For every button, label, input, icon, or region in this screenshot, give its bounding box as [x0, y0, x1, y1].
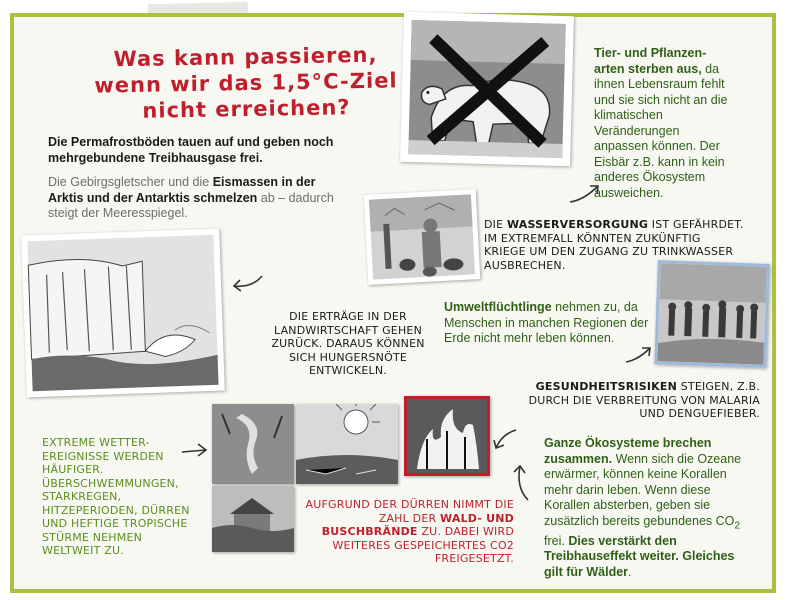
permafrost-text: Die Permafrostböden tauen auf und geben noch mehrgebundene Treibhausgase frei.	[48, 135, 334, 165]
flood-illustration	[212, 486, 294, 552]
ecosystems-text-subscript: 2	[734, 520, 741, 531]
refugees-text-bold: Umweltflüchtlinge	[444, 300, 552, 314]
ecosystems-text-end: .	[628, 564, 632, 579]
species-text	[594, 46, 734, 201]
ecosystems-text-bold2: Dies verstärkt den Treibhauseffekt weiter. Gleiches gilt für Wälder	[544, 533, 735, 579]
page-title	[75, 41, 416, 125]
drought-illustration	[296, 404, 398, 484]
species-text-bold: Tier- und Pflanzen-arten sterben aus,	[594, 46, 707, 76]
weather-text: EXTREME WETTER-EREIGNISSE WERDEN HÄUFIGER. ÜBERSCHWEMMUNGEN, STARKREGEN, HITZEPERIODEN, DÜRREN UND HEFTIGE TROPISCHE STÜRME NEHMEN WELTWEIT ZU.	[42, 436, 190, 557]
refugees-illustration	[654, 260, 770, 368]
glaciers-text-part3: ab – dadurch steigt der Meeresspiegel.	[48, 190, 334, 220]
water-text-part1: DIE	[484, 218, 507, 231]
title-line-1: Was kann passieren,	[113, 42, 378, 72]
fires-text-part3: ZU. DABEI WIRD WEITERES GESPEICHERTES CO2 FREIGESETZT.	[332, 525, 514, 565]
ecosystems-text	[544, 436, 754, 580]
refugees-text	[444, 300, 658, 347]
species-text-rest: da ihnen Lebensraum fehlt und sie sich nicht an die klimatischen Veränderungen anpassen können. Der Eisbär z.B. kann in kein anderes Ökosystem ausweichen.	[594, 61, 728, 200]
storm-illustration	[212, 404, 294, 484]
health-text-bold: GESUNDHEITSRISIKEN	[535, 380, 678, 393]
arrow-to-refugees-icon	[624, 344, 654, 366]
arrow-to-fire-icon	[492, 426, 520, 452]
arrow-to-storm-icon	[180, 440, 210, 460]
glaciers-text-part2: Eismassen in der Arktis und der Antarktis schmelzen	[48, 175, 316, 205]
title-line-3: nicht erreichen?	[142, 95, 351, 123]
glaciers-text	[48, 175, 348, 222]
arrow-to-glacier-icon	[230, 272, 264, 294]
health-text-rest: STEIGEN, Z.B. DURCH DIE VERBREITUNG VON MALARIA UND DENGUEFIEBER.	[528, 380, 760, 420]
polar-bear-illustration	[400, 12, 574, 166]
water-text-part2: WASSERVERSORGUNG	[506, 218, 649, 231]
ecosystems-text-rest2: frei.	[544, 533, 569, 548]
health-text	[510, 380, 760, 421]
title-line-2: wenn wir das 1,5°C-Ziel	[94, 68, 398, 98]
refugees-text-rest: nehmen zu, da Menschen in manchen Regionen der Erde nicht mehr leben können.	[444, 300, 649, 345]
ecosystems-text-bold1: Ganze Ökosysteme brechen zusammen.	[544, 436, 712, 466]
glaciers-text-part1: Die Gebirgsgletscher und die	[48, 175, 213, 189]
agriculture-text: DIE ERTRÄGE IN DER LANDWIRTSCHAFT GEHEN ZURÜCK. DARAUS KÖNNEN SICH HUNGERSNÖTE ENTWICKELN.	[271, 310, 425, 377]
fires-text	[304, 498, 514, 566]
glacier-illustration	[21, 229, 225, 398]
fires-text-part1: AUFGRUND DER DÜRREN NIMMT DIE ZAHL DER	[305, 498, 514, 525]
wildfire-illustration	[404, 396, 490, 476]
water-text-part3: IST GEFÄHRDET. IM EXTREMFALL KÖNNTEN ZUKÜNFTIG KRIEGE UM DEN ZUGANG ZU TRINKWASSER AUSBRECHEN.	[484, 218, 744, 272]
fires-text-part2: WALD- UND BUSCHBRÄNDE	[321, 511, 514, 538]
arrow-to-species-icon	[568, 182, 602, 206]
water-well-illustration	[364, 189, 481, 285]
arrow-to-ecosystems-icon	[510, 462, 534, 502]
ecosystems-text-rest1: Wenn sich die Ozeane erwärmer, können keine Korallen mehr darin leben. Wenn diese Korallen absterben, geben sie zusätzlich bereits gebundenes CO	[544, 451, 742, 528]
